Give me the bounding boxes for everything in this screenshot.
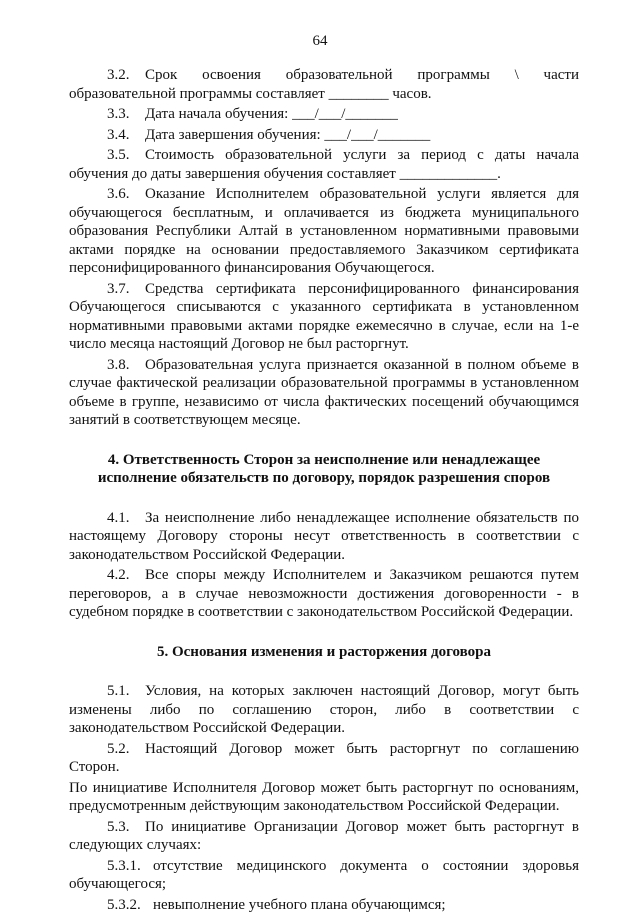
clause-number: 5.1. [107,683,130,699]
clause-3-7 [69,280,579,354]
clause-text: Оказание Исполнителем образовательной услуги является для обучающегося бесплатным, и оплачивается из бюджета муниципального образования Республики Алтай в установленном нормативными правовыми актами порядке на основании предоставляемого Заказчиком сертификата персонифицированного финансирования Обучающегося. [69,186,579,276]
page-number: 64 [312,33,328,49]
clause-text: отсутствие медицинского документа о состоянии здоровья обучающегося; [69,857,579,892]
clause-number: 5.2. [107,740,130,757]
clause-number: 4.2. [107,567,130,583]
clause-5-3-1 [69,857,579,894]
clause-3-2 [69,66,579,103]
clause-text: Условия, на которых заключен настоящий Договор, могут быть изменены либо по соглашению сторон, либо в соответствии с законодательством Российской Федерации. [69,683,579,736]
clause-text: Дата начала обучения: ___/___/_______ [145,106,398,122]
clause-text: Образовательная услуга признается оказанной в полном объеме в случае фактической реализации образовательной программы в установленном объеме в группе, независимо от числа фактических посещений обучающимся занятий в соответствующем месяце. [69,356,579,428]
section-4-title-line-2: исполнение обязательств по договору, порядок разрешения споров [97,470,551,486]
clause-number: 5.3.1. [107,857,141,874]
clause-number: 5.3. [107,818,130,835]
clause-4-2 [69,566,579,622]
clause-number: 3.6. [107,186,130,202]
clause-text: Средства сертификата персонифицированного финансирования Обучающегося списываются с указанного сертификата в установленном нормативными правовыми актами порядке ежемесячно в случае, если на 1-е число месяца настоящий Договор не был расторгнут. [69,280,579,352]
clause-text: Стоимость образовательной услуги за период с даты начала обучения до даты завершения обучения составляет _____________. [69,147,579,182]
clause-number: 3.7. [107,280,130,297]
clause-text: невыполнение учебного плана обучающимся; [153,896,446,913]
clause-number: 3.5. [107,147,130,163]
clause-number: 3.4. [107,126,130,143]
clause-5-1 [69,682,579,738]
clause-text: Дата завершения обучения: ___/___/_______ [145,126,431,143]
clause-3-5 [69,146,579,183]
clause-3-3 [69,105,579,124]
clause-text: Срок освоения образовательной программы \ части образовательной программы составляет ________ часов. [69,67,579,102]
clause-text: Настоящий Договор может быть расторгнут по соглашению Сторон. [69,740,579,775]
clause-number: 5.3.2. [107,896,141,913]
clause-number: 3.8. [107,356,130,373]
clause-5-2-continued: По инициативе Исполнителя Договор может быть расторгнут по основаниям, предусмотренным действующим законодательством Российской Федерации. [69,779,579,814]
clause-5-3 [69,818,579,855]
section-4-title-line-1: 4. Ответственность Сторон за неисполнение или ненадлежащее [107,451,541,468]
section-5-title: 5. Основания изменения и расторжения договора [156,643,491,660]
clause-3-8 [69,356,579,430]
clause-number: 3.3. [107,106,130,122]
section-5-heading [69,643,579,662]
clause-5-2 [69,740,579,777]
clause-text: По инициативе Организации Договор может быть расторгнут в следующих случаях: [69,818,579,853]
clause-text: За неисполнение либо ненадлежащее исполнение обязательств по настоящему Договору стороны несут ответственность в соответствии с законодательством Российской Федерации. [69,509,579,563]
clause-text: Все споры между Исполнителем и Заказчиком решаются путем переговоров, а в случае невозможности достижения договоренности - в судебном порядке в соответствии с законодательством Российской Федерации. [69,567,579,620]
clause-4-1 [69,509,579,565]
document-body [69,66,579,916]
clause-3-6 [69,185,579,278]
clause-number: 3.2. [107,67,130,83]
clause-3-4 [69,126,579,145]
section-4-heading [69,451,579,488]
clause-number: 4.1. [107,509,130,526]
